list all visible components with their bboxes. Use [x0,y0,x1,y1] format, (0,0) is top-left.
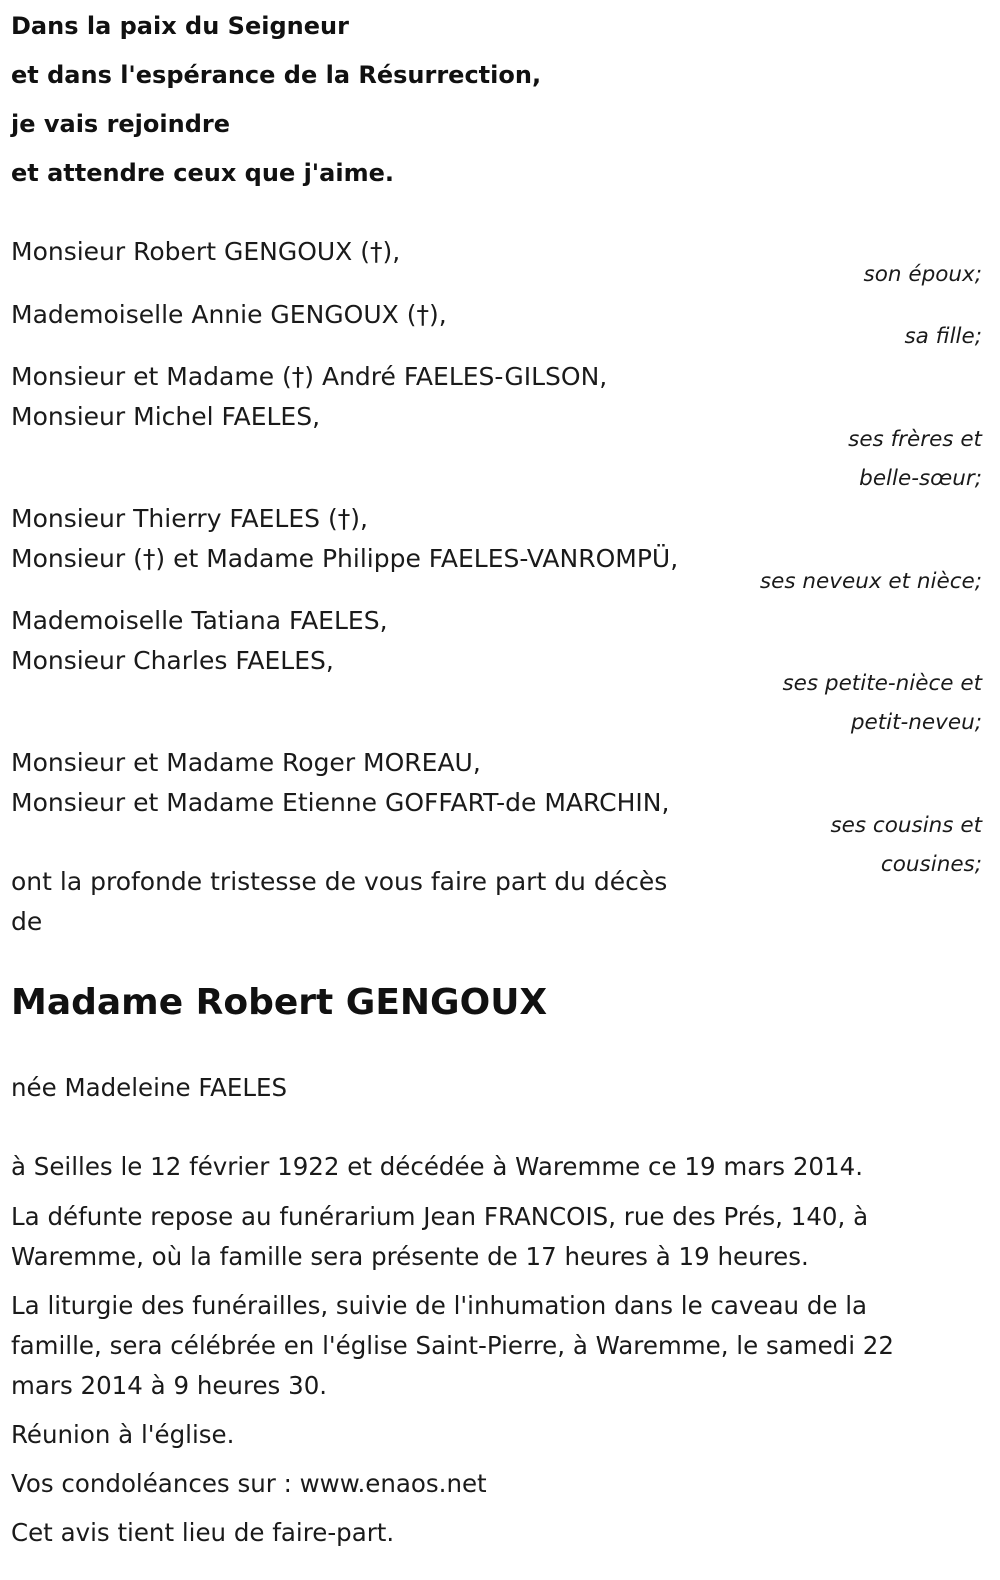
relation-label: sa fille; [904,324,982,349]
family-member: Mademoiselle Tatiana FAELES, [11,606,388,635]
funeral-home-text: Waremme, où la famille sera présente de 17 heures à 19 heures. [11,1242,809,1271]
notice-text: Cet avis tient lieu de faire-part. [11,1518,395,1547]
epigraph-line: Dans la paix du Seigneur [11,12,349,40]
liturgy-text: mars 2014 à 9 heures 30. [11,1371,328,1400]
liturgy-text: La liturgie des funérailles, suivie de l'inhumation dans le caveau de la [11,1291,868,1320]
relation-label: belle-sœur; [859,466,982,491]
maiden-name: née Madeleine FAELES [11,1073,288,1102]
epigraph-line: et attendre ceux que j'aime. [11,159,394,187]
relation-label: cousines; [880,852,982,877]
epigraph-line: je vais rejoindre [11,110,230,138]
relation-label: ses neveux et nièce; [759,569,982,594]
funeral-home-text: La défunte repose au funérarium Jean FRANCOIS, rue des Prés, 140, à [11,1202,869,1231]
announcement-text: ont la profonde tristesse de vous faire part du décès [11,867,668,896]
relation-label: ses frères et [848,427,982,452]
family-member: Monsieur Charles FAELES, [11,646,334,675]
birth-death-text: à Seilles le 12 février 1922 et décédée à Waremme ce 19 mars 2014. [11,1152,863,1181]
family-member: Monsieur Robert GENGOUX (†), [11,237,401,266]
family-member: Monsieur et Madame Roger MOREAU, [11,748,481,777]
epigraph-line: et dans l'espérance de la Résurrection, [11,61,542,89]
relation-label: ses petite-nièce et [782,671,982,696]
deceased-name: Madame Robert GENGOUX [11,982,548,1023]
meeting-text: Réunion à l'église. [11,1420,235,1449]
announcement-text: de [11,907,43,936]
relation-label: ses cousins et [830,813,982,838]
family-member: Monsieur et Madame (†) André FAELES-GILSON, [11,362,608,391]
condolences-text: Vos condoléances sur : www.enaos.net [11,1469,487,1498]
family-member: Mademoiselle Annie GENGOUX (†), [11,300,447,329]
family-member: Monsieur Michel FAELES, [11,402,321,431]
relation-label: petit-neveu; [850,710,982,735]
relation-label: son époux; [863,262,982,287]
liturgy-text: famille, sera célébrée en l'église Saint-Pierre, à Waremme, le samedi 22 [11,1331,894,1360]
family-member: Monsieur (†) et Madame Philippe FAELES-VANROMPÜ, [11,544,679,573]
family-member: Monsieur Thierry FAELES (†), [11,504,368,533]
family-member: Monsieur et Madame Etienne GOFFART-de MARCHIN, [11,788,670,817]
